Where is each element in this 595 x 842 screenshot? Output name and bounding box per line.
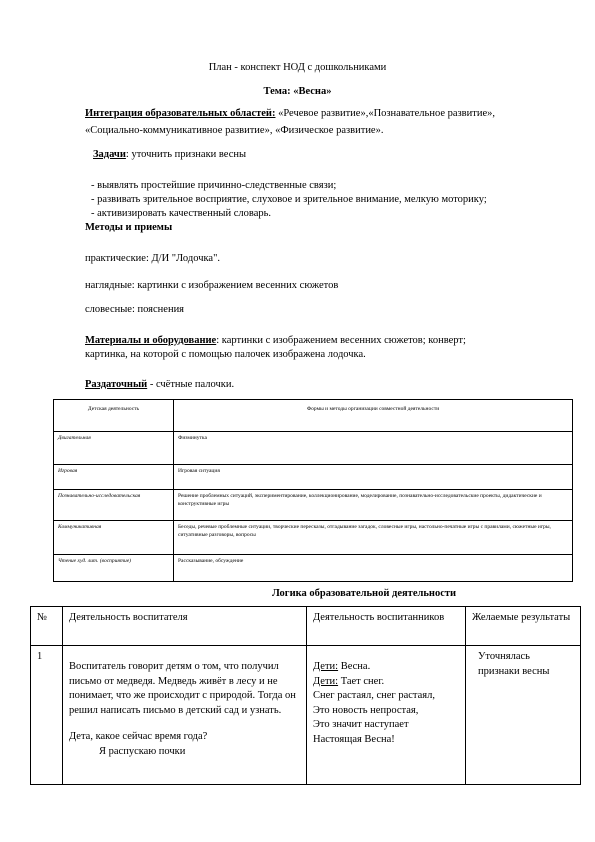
activity-type: Коммуникативная [54,521,174,555]
task-text: : уточнить признаки весны [125,149,247,160]
materials-line-2: картинка, на которой с помощью палочек изображена лодочка. [85,349,366,360]
integration-line-1 [85,107,495,121]
row-num: 1 [31,646,63,785]
topic-title: Тема: «Весна» [263,86,332,97]
method-visual: наглядные: картинки с изображением весенних сюжетов [85,280,339,291]
table-row [54,521,573,555]
results-text: Уточнялась признаки весны [478,651,550,677]
logic-table [30,606,581,785]
pupils-activity [307,646,466,785]
activity-forms: Беседы, речевые проблемные ситуации, творческие пересказы, отгадывание загадок, словесные игры, настольно-печатные игры с правилами, сюжетные игры, ситуативные разговоры, вопросы [174,521,573,555]
activity-forms: Игровая ситуация [174,465,573,490]
logic-row-1 [31,646,581,785]
activity-forms-table [53,399,573,582]
logic-header-row [31,607,581,646]
teacher-activity [63,646,307,785]
teacher-paragraph-1: Воспитатель говорит детям о том, что получил письмо от медведя. Медведь живёт в лесу и не понимает, что же происходит с природой. Тогда он решил написать письмо в детский сад и узнать. [69,661,296,716]
integration-label: Интеграция образовательных областей: [85,108,276,119]
header-children-activity: Детская деятельность [54,400,174,432]
expected-results [466,646,581,785]
table-row [54,465,573,490]
table-row [54,555,573,582]
pupil-line [313,660,459,675]
logic-heading: Логика образовательной деятельности [272,588,457,599]
activity-forms: Рассказывание, обсуждение [174,555,573,582]
table-row [54,432,573,465]
bullet-3: - активизировать качественный словарь. [91,208,272,219]
pupil-line: Снег растаял, снег растаял, [313,690,435,701]
header-teacher: Деятельность воспитателя [63,607,307,646]
method-practical: практические: Д/И "Лодочка". [85,253,220,264]
task-line [93,148,246,162]
handout-label: Раздаточный [85,379,148,390]
pupil-text: Тает снег. [338,675,385,687]
pupil-line: Настоящая Весна! [313,733,395,745]
pupil-text: Весна. [338,661,371,672]
materials-text: : картинки с изображением весенних сюжетов; конверт; [216,335,466,346]
table-row [54,490,573,521]
bullet-2: - развивать зрительное восприятие, слуховое и зрительное внимание, мелкую моторику; [91,194,487,205]
method-verbal: словесные: пояснения [85,304,185,315]
materials-line-1 [85,334,466,348]
table-header-row [54,400,573,432]
pupil-line: Это значит наступает [313,719,409,730]
methods-heading: Методы и приемы [85,222,173,233]
integration-text: «Речевое развитие»,«Познавательное развитие», [275,108,495,119]
activity-type: Двигательная [54,432,174,465]
handout-text: - счётные палочки. [147,379,235,390]
activity-type: Познавательно-исследовательская [54,490,174,521]
teacher-paragraph-3: Я распускаю почки [99,745,186,757]
header-forms-methods: Формы и методы организации совместной деятельности [174,400,573,432]
pupil-label: Дети: [313,675,339,687]
activity-type: Игровая [54,465,174,490]
header-results: Желаемые результаты [466,607,581,646]
header-num: № [31,607,63,646]
bullet-1: - выявлять простейшие причинно-следственные связи; [91,180,337,191]
pupil-line: Это новость непростая, [313,704,419,716]
pupil-line [313,675,459,690]
header-pupils: Деятельность воспитанников [307,607,466,646]
task-label: Задачи [93,149,126,160]
integration-line-2: «Социально-коммуникативное развитие», «Физическое развитие». [85,125,384,136]
activity-type: Чтение худ. лит. (восприятие) [54,555,174,582]
handout-line [85,378,234,392]
materials-label: Материалы и оборудование [85,335,217,346]
teacher-paragraph-2: Дета, какое сейчас время года? [69,731,208,742]
pupil-label: Дети: [313,661,339,672]
document-title: План - конспект НОД с дошкольниками [208,62,387,73]
activity-forms: Решение проблемных ситуаций, экспериментирование, коллекционирование, моделирование, познавательно-исследовательские проекты, дидактические и конструктивные игры [174,490,573,521]
activity-forms: Физминутка [174,432,573,465]
